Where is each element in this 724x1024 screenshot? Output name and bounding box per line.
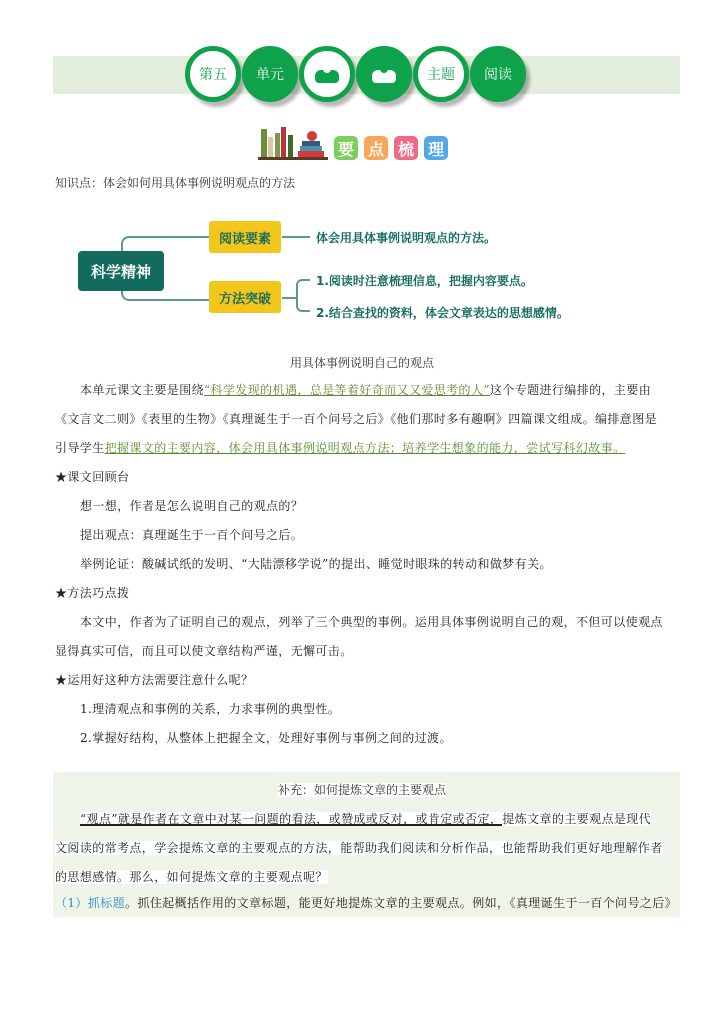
mind-map-node-reading-element: 阅读要素: [209, 221, 281, 253]
badge-decor-2: [356, 46, 412, 102]
review-line: 提出观点：真理诞生于一百个问号之后。: [80, 528, 304, 542]
intro-line-3: [55, 439, 625, 456]
cloud-icon: [315, 70, 339, 83]
tile-yao: 要: [334, 136, 358, 160]
review-line: 举例论证：酸碱试纸的发明、“大陆漂移学说”的提出、睡觉时眼珠的转动和做梦有关。: [80, 557, 552, 571]
text: 。抓住起概括作用的文章标题，能更好地提炼文章的主要观点。例如，《真理诞生于一百个问号之后》: [125, 896, 678, 910]
connector: [121, 236, 209, 251]
review-heading: ★课文回顾台: [55, 470, 130, 484]
text: 文阅读的常考点，学会提炼文章的主要观点的方法，能帮助我们阅读和分析作品，也能帮助我们更好地理解作者: [55, 841, 663, 855]
highlighted-text: 把握课文的主要内容，体会用具体事例说明观点方法；培养学生想象的能力，尝试写科幻故事。: [104, 441, 626, 455]
method-heading: ★方法巧点拨: [55, 586, 130, 600]
mind-map-node-method: 方法突破: [209, 281, 281, 313]
tile-li: 理: [424, 136, 448, 160]
tile-shu: 梳: [394, 136, 418, 160]
text: 补充：如何提炼文章的主要观点: [277, 783, 446, 797]
intro-line-1: [80, 381, 651, 398]
tile-dian: 点: [364, 136, 388, 160]
underlined-text: “观点”就是作者在文章中对某一问题的看法，或赞成或反对，或肯定或否定，: [80, 812, 503, 826]
connector: [121, 291, 209, 301]
article-title: 用具体事例说明自己的观点: [289, 356, 434, 370]
point-label: （1）抓标题: [55, 896, 126, 910]
connector: [296, 279, 310, 312]
badge-label: 第五: [199, 67, 227, 83]
method-line-2: 显得真实可信，而且可以使文章结构严谨，无懈可击。: [55, 644, 353, 658]
mind-map-leaf: 2.结合查找的资料，体会文章表达的思想感情。: [316, 306, 569, 320]
badge-label: 阅读: [484, 67, 512, 83]
badge-unit: [242, 46, 298, 102]
text: 本单元课文主要是围绕: [80, 383, 205, 397]
mind-map-leaf: 1.阅读时注意梳理信息，把握内容要点。: [316, 274, 533, 288]
badge-reading: [470, 46, 526, 102]
badge-label: 主题: [427, 67, 455, 83]
badge-theme: [413, 46, 469, 102]
supplement-line-4: [55, 894, 677, 911]
badge-unit-number: [185, 46, 241, 102]
section-title-key-points: [258, 126, 454, 160]
badge-label: 单元: [256, 67, 284, 83]
supplement-line-1: [80, 810, 651, 827]
notes-heading: ★运用好这种方法需要注意什么呢？: [55, 673, 254, 687]
method-line-1: 本文中，作者为了证明自己的观点，列举了三个典型的事例。运用具体事例说明自己的观，不但可以使观点: [80, 615, 663, 629]
text: 这个专题进行编排的，主要由: [489, 383, 652, 397]
notes-item: 1.理清观点和事例的关系，力求事例的典型性。: [80, 702, 341, 716]
mind-map-root: 科学精神: [78, 251, 164, 291]
cloud-icon: [372, 70, 396, 83]
supplement-title: [0, 781, 724, 798]
intro-line-2: 《文言文二则》《表里的生物》《真理诞生于一百个问号之后》《他们那时多有趣啊》四篇课文组成。编排意图是: [55, 412, 658, 426]
text: 提炼文章的主要观点是现代: [502, 812, 652, 826]
text: 引导学生: [55, 441, 105, 455]
connector: [282, 297, 296, 299]
supplement-line-3: [55, 868, 328, 885]
supplement-line-2: [55, 839, 663, 856]
unit-theme-badges: [185, 46, 527, 104]
mind-map-leaf: 体会用具体事例说明观点的方法。: [316, 231, 497, 245]
knowledge-point: 知识点：体会如何用具体事例说明观点的方法: [55, 176, 296, 190]
notes-item: 2.掌握好结构，从整体上把握全文，处理好事例与事例之间的过渡。: [80, 731, 452, 745]
connector: [282, 236, 310, 238]
books-icon: [258, 126, 328, 160]
text: 的思想感情。那么，如何提炼文章的主要观点呢？: [55, 870, 328, 884]
badge-decor-1: [299, 46, 355, 102]
highlighted-text: “科学发现的机遇，总是等着好奇而又又爱思考的人”: [204, 383, 490, 397]
review-line: 想一想，作者是怎么说明自己的观点的？: [80, 499, 304, 513]
